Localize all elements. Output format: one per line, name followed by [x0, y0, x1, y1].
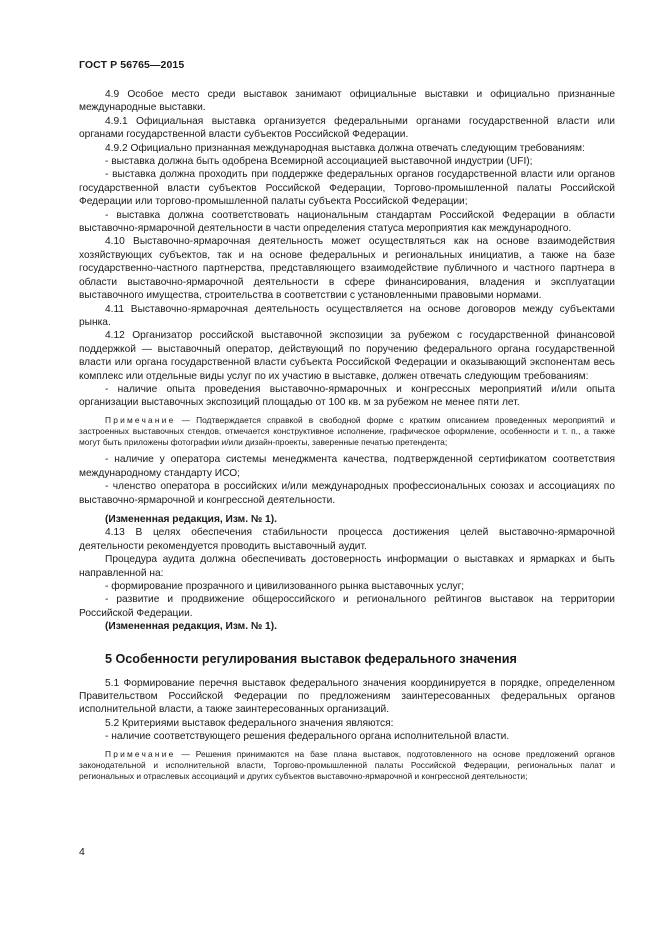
- paragraph-4-9: 4.9 Особое место среди выставок занимают официальные выставки и официально признанные международные выставки.: [79, 89, 615, 114]
- paragraph-5-2: 5.2 Критериями выставок федерального значения являются:: [105, 717, 394, 729]
- paragraph-4-11: 4.11 Выставочно-ярмарочная деятельность осуществляется на основе договоров между субъектами рынка.: [79, 303, 615, 328]
- note-label: Примечание: [105, 414, 176, 425]
- note-2: [79, 749, 615, 783]
- paragraph-4-10: 4.10 Выставочно-ярмарочная деятельность может осуществляться как на основе взаимодействия хозяйствующих субъектов, так и на основе федеральных и региональных инициатив, а также на базе государственно-частного партнерства, представляющего взаимодействие публичного и частного партнера в области выставочно-ярмарочной деятельности в сфере финансирования, владения и эксплуатации выставочного имущества, строительства в соответствии с установленными правовыми нормами.: [79, 236, 615, 302]
- section-5-title: 5 Особенности регулирования выставок федерального значения: [105, 651, 517, 666]
- list-item: - выставка должна соответствовать национальным стандартам Российской Федерации в области выставочно-ярмарочной деятельности в части определения статуса мероприятия как международного.: [79, 209, 615, 235]
- list-item: - наличие опыта проведения выставочно-ярмарочных и конгрессных мероприятий и/или опыта организации выставочных экспозиций площадью от 100 кв. м за рубежом не менее пяти лет.: [79, 383, 615, 409]
- list-item: - формирование прозрачного и цивилизованного рынка выставочных услуг;: [105, 581, 465, 593]
- list-item: - наличие у оператора системы менеджмента качества, подтвержденной сертификатом соответствия международному стандарту ИСО;: [79, 454, 615, 479]
- note-1: [79, 415, 615, 449]
- list-item: - наличие соответствующего решения федерального органа исполнительной власти.: [105, 731, 510, 743]
- document-code-header: ГОСТ Р 56765—2015: [79, 59, 185, 71]
- list-item: - развитие и продвижение общероссийского и регионального рейтингов выставок на территории Российской Федерации.: [79, 594, 615, 619]
- amendment-note: (Измененная редакция, Изм. № 1).: [105, 513, 277, 525]
- paragraph-4-12: 4.12 Организатор российской выставочной экспозиции за рубежом с государственной финансовой поддержкой — выставочный оператор, действующий по поручению федерального органа государственной власти или органа государственной власти субъекта Российской Федерации и оказывающий экспонентам весь комплекс или отдельные виды услуг по их участию в выставке, должен отвечать следующим требованиям:: [79, 330, 615, 382]
- paragraph-4-9-1: 4.9.1 Официальная выставка организуется федеральными органами государственной власти или органами государственной власти субъектов Российской Федерации.: [79, 115, 615, 141]
- document-body: [79, 88, 615, 787]
- page-number: 4: [79, 846, 85, 858]
- note-text: — Решения принимаются на базе плана выставок, подготовленного на основе предложений органов законодательной и исполнительной власти, Торгово-промышленной палаты Российской Федерации, региональных палат и региональных и отраслевых ассоциаций и других субъектов выставочно-ярмарочной и конгрессной деятельности;: [79, 748, 615, 782]
- note-text: — Подтверждается справкой в свободной форме с кратким описанием проведенных мероприятий и застроенных выставочных стендов, отмечается конструктивное исполнение, графическое оформление, особенности и т. п., а также могут быть приложены фотографии и/или дизайн-проекты, заверенные печатью претендента;: [79, 414, 615, 448]
- list-item: - членство оператора в российских и/или международных профессиональных союзах и ассоциациях по выставочно-ярмарочной и конгрессной деятельности.: [79, 481, 615, 506]
- paragraph-4-9-2: 4.9.2 Официально признанная международная выставка должна отвечать следующим требованиям:: [105, 142, 585, 154]
- amendment-note: (Измененная редакция, Изм. № 1).: [105, 621, 277, 633]
- paragraph-audit: Процедура аудита должна обеспечивать достоверность информации о выставках и ярмарках и быть направленной на:: [79, 554, 615, 579]
- paragraph-5-1: 5.1 Формирование перечня выставок федерального значения координируется в порядке, определенном Правительством Российской Федерации по предложениям заинтересованных федеральных органов исполнительной власти, а также заинтересованных организаций.: [79, 677, 615, 716]
- paragraph-4-13: 4.13 В целях обеспечения стабильности процесса достижения целей выставочно-ярмарочной деятельности рекомендуется проводить выставочный аудит.: [79, 527, 615, 552]
- list-item: - выставка должна быть одобрена Всемирной ассоциацией выставочной индустрии (UFI);: [105, 156, 533, 168]
- list-item: - выставка должна проходить при поддержке федеральных органов государственной власти или органов государственной власти субъектов Российской Федерации, Торгово-промышленной палаты Российской Федерации или торгово-промышленной палаты субъекта Российской Федерации;: [79, 169, 615, 208]
- note-label: Примечание: [105, 748, 176, 759]
